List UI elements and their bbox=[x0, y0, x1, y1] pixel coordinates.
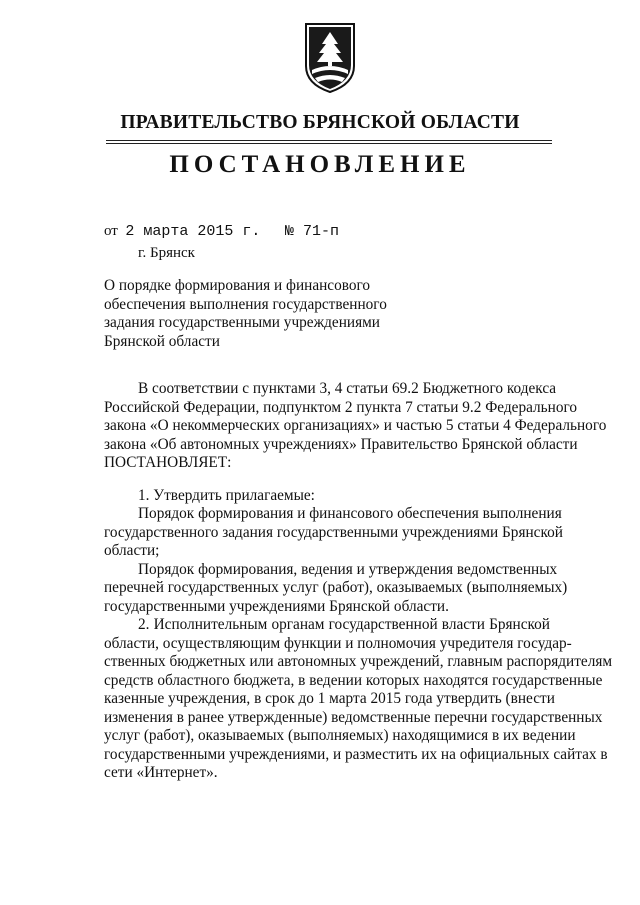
document-body bbox=[104, 380, 613, 783]
subject-line: О порядке формирования и финансового bbox=[104, 277, 371, 294]
item2-line: государственными учреждениями, и разместить их на официальных сайтах в bbox=[104, 745, 608, 763]
subject-line: Брянской области bbox=[104, 332, 220, 350]
item1-line: Порядок формирования, ведения и утверждения ведомственных bbox=[138, 560, 558, 578]
item1-line: 1. Утвердить прилагаемые: bbox=[138, 486, 315, 504]
subject-line: обеспечения выполнения государственного bbox=[104, 295, 387, 313]
preamble-line: закона «Об автономных учреждениях» Правительство Брянской области bbox=[104, 435, 578, 453]
item2-line: услуг (работ), оказываемых (выполняемых) находящимися в их ведении bbox=[104, 727, 576, 744]
document-date bbox=[104, 223, 260, 240]
item2-line: ственных бюджетных или автономных учреждений, главным распорядителям bbox=[104, 653, 613, 670]
item2-line: области, осуществляющим функции и полномочия учредителя государ- bbox=[104, 634, 572, 652]
item2-line: сети «Интернет». bbox=[104, 764, 218, 781]
document-type-title: ПОСТАНОВЛЕНИЕ bbox=[169, 151, 471, 178]
item1-line: Порядок формирования и финансового обеспечения выполнения bbox=[138, 505, 562, 522]
item1-line: государственными учреждениями Брянской области. bbox=[104, 597, 449, 615]
preamble-line: закона «О некоммерческих организациях» и частью 5 статьи 4 Федерального bbox=[104, 417, 607, 434]
preamble-line: Российской Федерации, подпунктом 2 пункта 7 статьи 9.2 Федерального bbox=[104, 398, 578, 416]
item1-line: перечней государственных услуг (работ), оказываемых (выполняемых) bbox=[104, 579, 568, 596]
paragraph-gap bbox=[104, 473, 550, 487]
item2-line: казенные учреждения, в срок до 1 марта 2015 года утвердить (внести bbox=[104, 690, 555, 707]
subject-line: задания государственными учреждениями bbox=[104, 314, 380, 331]
document-subject bbox=[104, 277, 404, 351]
header-divider-top bbox=[106, 140, 552, 141]
preamble-line: В соответствии с пунктами 3, 4 статьи 69.2 Бюджетного кодекса bbox=[138, 380, 557, 397]
header-divider-bottom bbox=[106, 143, 552, 144]
preamble-line: ПОСТАНОВЛЯЕТ: bbox=[104, 454, 232, 471]
organization-title: ПРАВИТЕЛЬСТВО БРЯНСКОЙ ОБЛАСТИ bbox=[120, 112, 520, 133]
date-value: 2 марта 2015 г. bbox=[125, 223, 261, 240]
item2-line: средств областного бюджета, в ведении которых находятся государственные bbox=[104, 671, 603, 689]
item1-line: государственного задания государственными учреждениями Брянской bbox=[104, 523, 563, 541]
date-prefix: от bbox=[104, 223, 118, 239]
document-city: г. Брянск bbox=[138, 245, 195, 261]
item2-line: изменения в ранее утвержденные) ведомственные перечни государственных bbox=[104, 708, 603, 726]
item2-line: 2. Исполнительным органам государственной власти Брянской bbox=[138, 616, 550, 633]
document-number: № 71-п bbox=[285, 223, 340, 240]
item1-line: области; bbox=[104, 542, 160, 559]
coat-of-arms-emblem bbox=[302, 22, 358, 94]
